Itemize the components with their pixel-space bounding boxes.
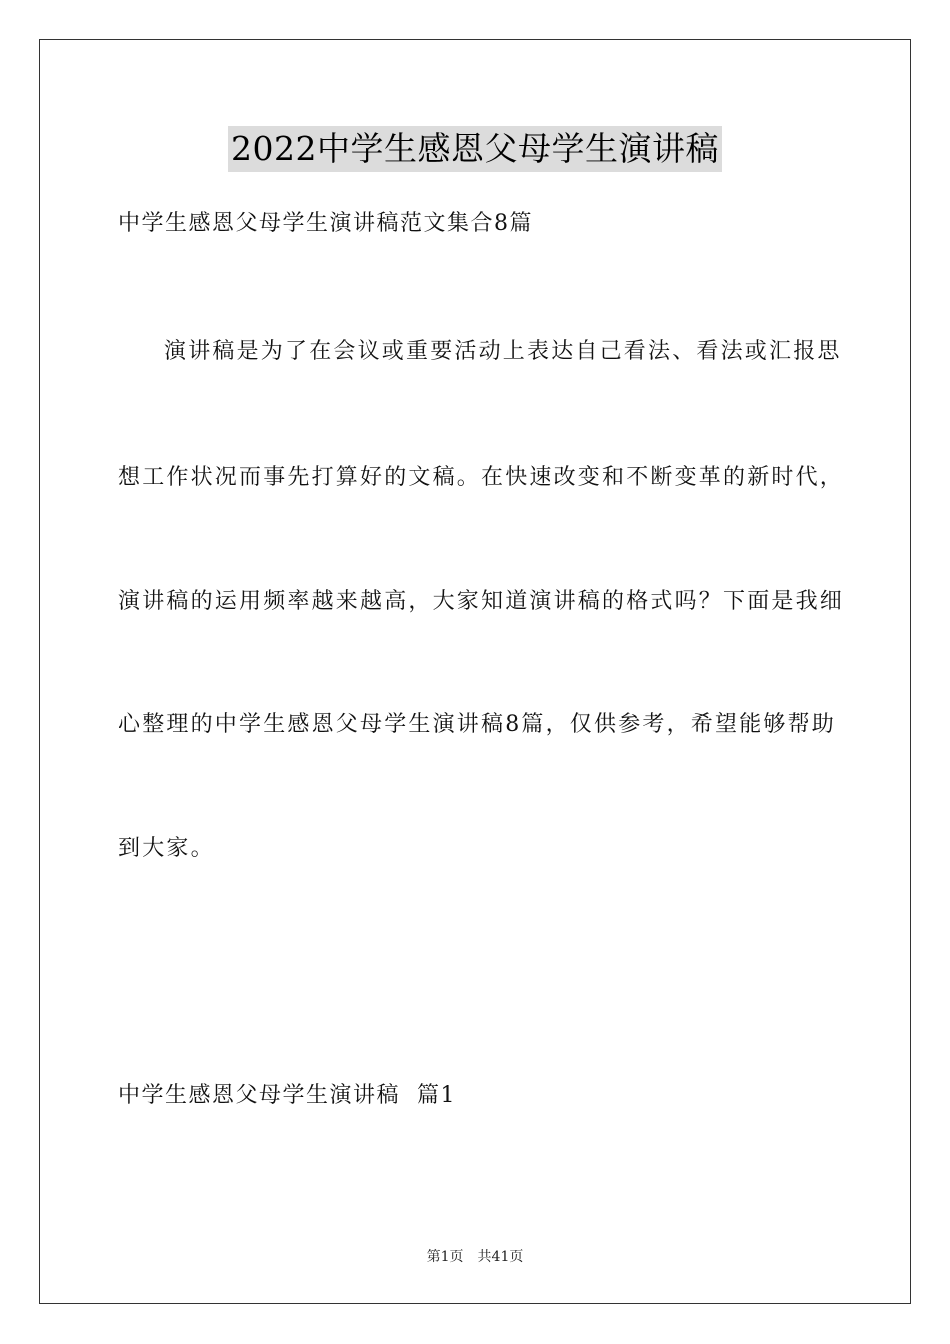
paragraph-line-5: 到大家。	[118, 836, 215, 861]
page-footer	[0, 1247, 950, 1267]
paragraph-line-4: 心整理的中学生感恩父母学生演讲稿8篇，仅供参考，希望能够帮助	[118, 712, 836, 737]
page-total: 共41页	[477, 1249, 524, 1265]
document-title: 2022中学生感恩父母学生演讲稿	[228, 126, 722, 172]
section-heading: 中学生感恩父母学生演讲稿 篇1	[118, 1083, 456, 1108]
paragraph-line-1: 演讲稿是为了在会议或重要活动上表达自己看法、看法或汇报思	[164, 339, 842, 364]
title-container	[0, 126, 950, 172]
page-number: 第1页	[426, 1249, 464, 1265]
paragraph-line-2: 想工作状况而事先打算好的文稿。在快速改变和不断变革的新时代，	[118, 465, 845, 490]
document-subtitle: 中学生感恩父母学生演讲稿范文集合8篇	[118, 211, 533, 236]
paragraph-line-3: 演讲稿的运用频率越来越高，大家知道演讲稿的格式吗？下面是我细	[118, 589, 845, 614]
